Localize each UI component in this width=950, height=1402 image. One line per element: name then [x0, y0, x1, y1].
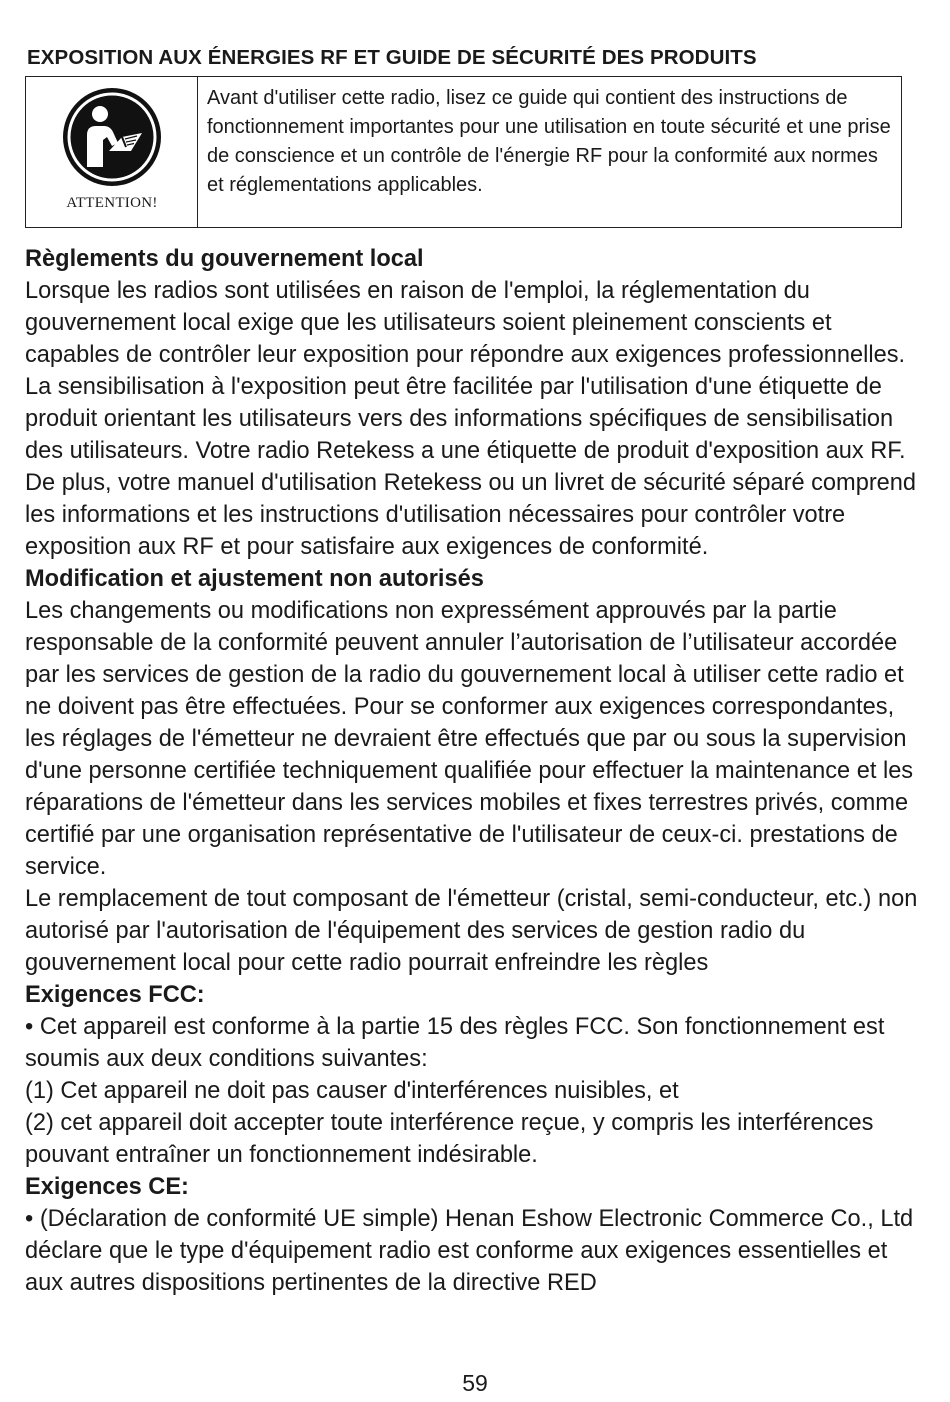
- page-number: 59: [462, 1370, 488, 1396]
- paragraph: (2) cet appareil doit accepter toute interférence reçue, y compris les interférences pouvant entraîner un fonctionnement indésirable.: [25, 1110, 874, 1168]
- attention-notice: [25, 76, 902, 228]
- attention-label: ATTENTION!: [66, 195, 158, 211]
- paragraph: • Cet appareil est conforme à la partie 15 des règles FCC. Son fonctionnement est soumis aux deux conditions suivantes:: [25, 1014, 885, 1072]
- notice-icon-cell: [26, 77, 198, 227]
- section-heading-ce: Exigences CE:: [25, 1174, 189, 1200]
- paragraph: (1) Cet appareil ne doit pas causer d'interférences nuisibles, et: [25, 1078, 679, 1104]
- notice-text: Avant d'utiliser cette radio, lisez ce guide qui contient des instructions de fonctionnement importantes pour une utilisation en toute sécurité et une prise de conscience et un contrôle de l'énergie RF pour la conformité aux normes et réglementations applicables.: [207, 87, 891, 196]
- paragraph: Le remplacement de tout composant de l'émetteur (cristal, semi-conducteur, etc.) non autorisé par l'autorisation de l'équipement des services de gestion radio du gouvernement local pour cette radio pourrait enfreindre les règles: [25, 886, 918, 976]
- paragraph: • (Déclaration de conformité UE simple) Henan Eshow Electronic Commerce Co., Ltd déclare que le type d'équipement radio est conforme aux exigences essentielles et aux autres dispositions pertinentes de la directive RED: [25, 1206, 914, 1296]
- document-body: [25, 243, 930, 1299]
- paragraph: Lorsque les radios sont utilisées en raison de l'emploi, la réglementation du gouvernement local exige que les utilisateurs soient pleinement conscients et capables de contrôler leur exposition pour répondre aux exigences professionnelles. La sensibilisation à l'exposition peut être facilitée par l'utilisation d'une étiquette de produit orientant les utilisateurs vers des informations spécifiques de sensibilisation des utilisateurs. Votre radio Retekess a une étiquette de produit d'exposition aux RF. De plus, votre manuel d'utilisation Retekess ou un livret de sécurité séparé comprend les informations et les instructions d'utilisation nécessaires pour contrôler votre exposition aux RF et pour satisfaire aux exigences de conformité.: [25, 278, 917, 560]
- page-title: EXPOSITION AUX ÉNERGIES RF ET GUIDE DE SÉCURITÉ DES PRODUITS: [27, 46, 757, 69]
- section-heading-fcc: Exigences FCC:: [25, 982, 205, 1008]
- section-heading-local-regulations: Règlements du gouvernement local: [25, 246, 424, 272]
- paragraph: Les changements ou modifications non expressément approuvés par la partie responsable de la conformité peuvent annuler l’autorisation de l’utilisateur accordée par les services de gestion de la radio du gouvernement local à utiliser cette radio et ne doivent pas être effectuées. Pour se conformer aux exigences correspondantes, les réglages de l'émetteur ne devraient être effectués que par ou sous la supervision d'une personne certifiée techniquement qualifiée pour effectuer la maintenance et les réparations de l'émetteur dans les services mobiles et fixes terrestres privés, comme certifié par une organisation représentative de l'utilisateur de ceux-ci. prestations de service.: [25, 598, 914, 880]
- read-manual-icon: [60, 85, 164, 189]
- section-heading-unauthorized-modification: Modification et ajustement non autorisés: [25, 566, 484, 592]
